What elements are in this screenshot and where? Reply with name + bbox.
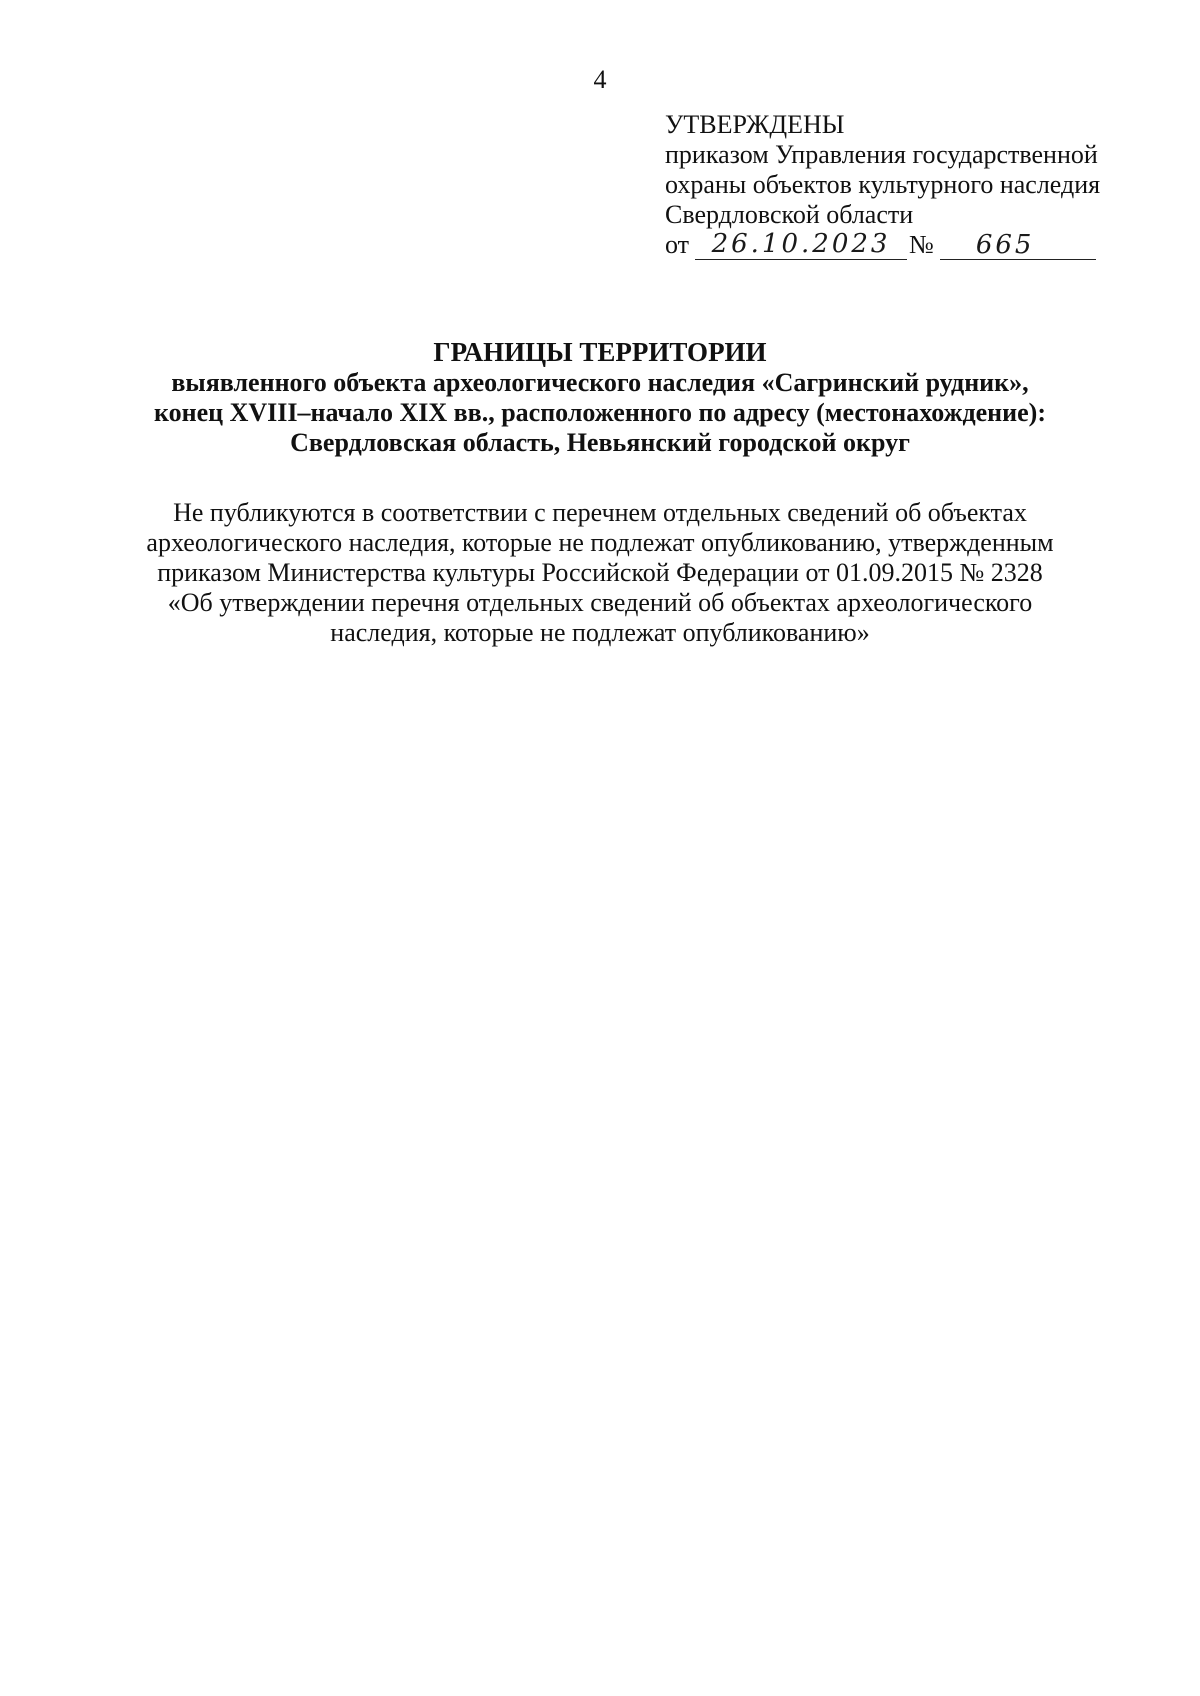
date-prefix: от [665, 230, 690, 259]
notice-line: наследия, которые не подлежат опубликованию» [330, 618, 870, 647]
notice-line: приказом Министерства культуры Российской Федерации от 01.09.2015 № 2328 [157, 558, 1043, 587]
document-title-block [0, 336, 1200, 458]
handwritten-order-number: 665 [940, 232, 1096, 260]
notice-line: «Об утверждении перечня отдельных сведений об объектах археологического [167, 588, 1033, 617]
approval-line: приказом Управления государственной [665, 140, 1098, 169]
notice-line: археологического наследия, которые не подлежат опубликованию, утвержденным [146, 528, 1054, 557]
handwritten-date: 26.10.2023 [695, 231, 907, 260]
approval-line: Свердловской области [665, 200, 914, 229]
approval-heading: УТВЕРЖДЕНЫ [665, 110, 845, 139]
number-sign: № [909, 230, 934, 259]
document-subtitle-line: конец XVIII–начало XIX вв., расположенного по адресу (местонахождение): [153, 398, 1046, 427]
document-subtitle-line: Свердловская область, Невьянский городской округ [290, 428, 910, 457]
approval-stamp-block [665, 110, 1100, 260]
approval-date-line [665, 230, 1100, 260]
non-publication-notice [0, 498, 1200, 648]
document-subtitle-line: выявленного объекта археологического наследия «Сагринский рудник», [171, 368, 1029, 397]
approval-line: охраны объектов культурного наследия [665, 170, 1101, 199]
page-number: 4 [593, 65, 607, 94]
document-title: ГРАНИЦЫ ТЕРРИТОРИИ [433, 337, 767, 367]
notice-line: Не публикуются в соответствии с перечнем отдельных сведений об объектах [173, 498, 1027, 527]
